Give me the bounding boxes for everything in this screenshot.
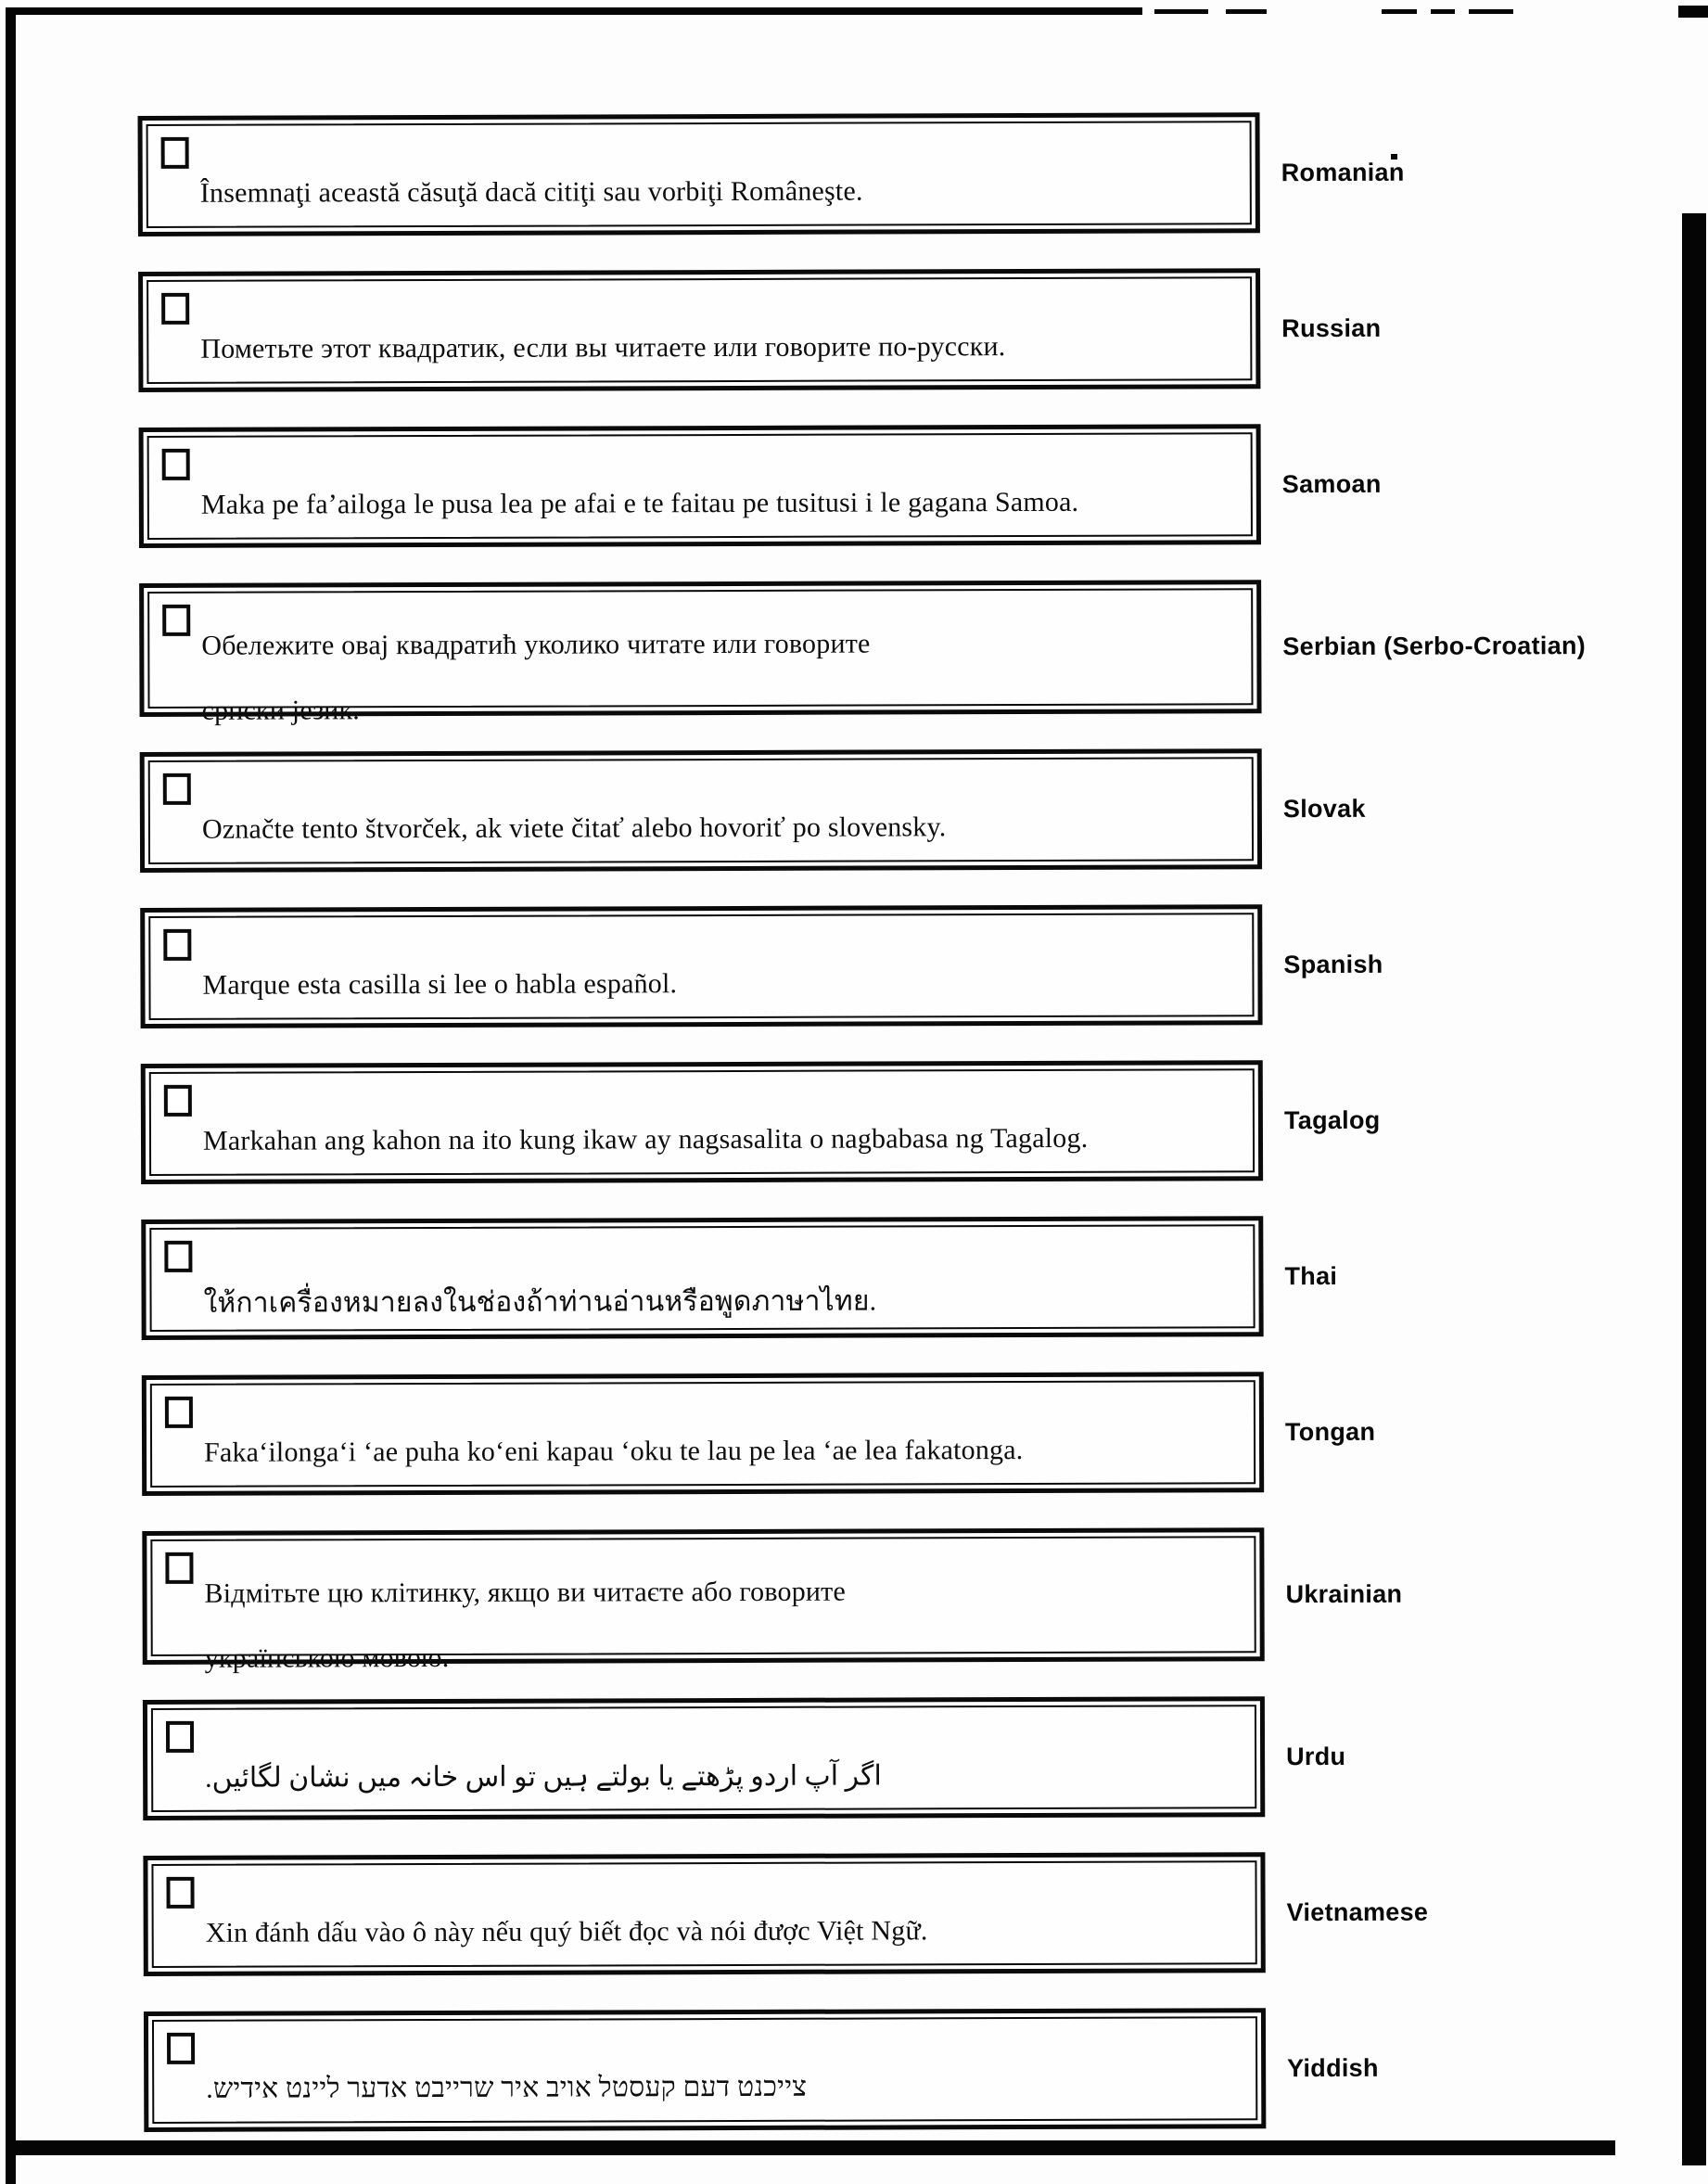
language-label-thai: Thai [1284, 1261, 1338, 1290]
language-label-tagalog: Tagalog [1283, 1105, 1381, 1134]
language-row-serbian [139, 579, 1587, 726]
language-label-urdu: Urdu [1286, 1742, 1346, 1770]
scan-dash [1382, 9, 1417, 14]
language-row-russian [138, 267, 1585, 392]
instruction-line: српски језик. [201, 695, 361, 726]
language-box-samoan [139, 424, 1261, 548]
language-box-vietnamese [143, 1852, 1265, 1976]
instruction-line: צייכנט דעם קעסטל אויב איר שרייבט אדער ליינט אידיש. [206, 2071, 808, 2104]
instruction-text-tongan [152, 1382, 1244, 1486]
scan-dash [1154, 9, 1208, 14]
language-label-russian: Russian [1281, 313, 1382, 342]
language-checklist [138, 111, 1591, 2167]
language-box-spanish [140, 904, 1262, 1028]
instruction-text-urdu [153, 1706, 1245, 1810]
language-label-samoan: Samoan [1281, 469, 1382, 498]
language-label-tongan: Tongan [1284, 1417, 1376, 1446]
instruction-line: Marque esta casilla si lee o habla español. [202, 968, 678, 1001]
instruction-text-samoan [149, 434, 1242, 538]
instruction-text-serbian [149, 590, 1242, 726]
instruction-line: Пометьте этот квадратик, если вы читаете или говорите по-русски. [200, 331, 1006, 364]
instruction-text-thai [151, 1226, 1243, 1330]
page-border-left [6, 7, 16, 2184]
language-label-spanish: Spanish [1283, 950, 1383, 978]
language-row-vietnamese [143, 1851, 1589, 1976]
page-border-right [1682, 213, 1706, 2165]
language-row-romanian [138, 111, 1585, 236]
instruction-text-yiddish [154, 2018, 1246, 2122]
instruction-text-spanish [150, 914, 1243, 1018]
language-box-serbian [139, 580, 1261, 726]
language-box-romanian [138, 112, 1260, 236]
language-row-samoan [139, 423, 1586, 548]
language-row-urdu [143, 1695, 1589, 1820]
language-label-vietnamese: Vietnamese [1286, 1897, 1429, 1926]
language-box-inner-vietnamese [151, 1860, 1256, 1968]
instruction-line: українською мовою. [204, 1641, 450, 1674]
instruction-line: Xin đánh dấu vào ô này nếu quý biết đọc và nói được Việt Ngữ. [205, 1915, 928, 1948]
language-box-slovak [140, 748, 1262, 873]
language-label-ukrainian: Ukrainian [1285, 1579, 1403, 1608]
instruction-line: Označte tento štvorček, ak viete čitať alebo hovoriť po slovensky. [201, 811, 947, 845]
language-box-inner-urdu [151, 1705, 1256, 1812]
language-box-yiddish [144, 2008, 1266, 2132]
instruction-text-russian [148, 278, 1241, 382]
language-box-inner-spanish [148, 913, 1254, 1020]
language-label-romanian: Romanian [1281, 158, 1405, 186]
instruction-text-tagalog [151, 1070, 1243, 1174]
language-row-yiddish [144, 2007, 1590, 2132]
instruction-line: Faka‘ilonga‘i ‘ae puha ko‘eni kapau ‘oku te lau pe lea ‘ae lea fakatonga. [204, 1435, 1024, 1468]
language-box-inner-slovak [148, 757, 1254, 864]
language-box-inner-romanian [147, 121, 1252, 228]
scan-dash [1469, 9, 1513, 14]
language-box-inner-yiddish [152, 2016, 1257, 2124]
language-box-inner-tagalog [149, 1068, 1255, 1176]
language-box-ukrainian [142, 1527, 1264, 1674]
instruction-line: Відмітьте цю клітинку, якщо ви читаєте або говорите [204, 1576, 847, 1609]
instruction-text-ukrainian [152, 1538, 1244, 1674]
instruction-line: ให้กาเครื่องหมายลงในช่องถ้าท่านอ่านหรือพูดภาษาไทย. [203, 1285, 877, 1319]
instruction-line: Обележите овај квадратић уколико читате или говорите [201, 628, 871, 661]
language-row-ukrainian [142, 1526, 1588, 1674]
scan-dash [1431, 9, 1455, 14]
language-box-tagalog [141, 1060, 1263, 1184]
language-label-yiddish: Yiddish [1287, 2053, 1379, 2082]
instruction-text-vietnamese [153, 1862, 1245, 1966]
language-box-inner-tongan [150, 1380, 1256, 1488]
language-box-thai [141, 1216, 1263, 1340]
instruction-line: Însemnaţi această căsuţă dacă citiţi sau vorbiţi Româneşte. [199, 175, 863, 209]
language-box-inner-thai [149, 1224, 1255, 1332]
language-row-thai [141, 1215, 1587, 1340]
instruction-line: Maka pe fa’ailoga le pusa lea pe afai e te faitau pe tusitusi i le gagana Samoa. [200, 486, 1079, 520]
language-box-urdu [143, 1696, 1265, 1820]
language-box-inner-samoan [147, 432, 1253, 540]
instruction-line: Markahan ang kahon na ito kung ikaw ay nagsasalita o nagbabasa ng Tagalog. [202, 1122, 1089, 1156]
instruction-text-slovak [150, 759, 1243, 862]
instruction-line: اگر آپ اردو پڑھتے یا بولتے ہیں تو اس خانہ میں نشان لگائیں. [205, 1760, 882, 1794]
language-label-slovak: Slovak [1282, 794, 1366, 823]
language-box-inner-ukrainian [150, 1536, 1256, 1674]
language-row-tongan [142, 1371, 1588, 1496]
page-border-top [6, 7, 1142, 15]
language-box-inner-russian [147, 276, 1252, 384]
scan-dash [1678, 6, 1708, 18]
language-box-russian [138, 268, 1260, 392]
language-box-inner-serbian [147, 588, 1253, 726]
language-label-serbian: Serbian (Serbo-Croatian) [1282, 631, 1587, 660]
scan-dash [1226, 9, 1267, 14]
language-row-tagalog [141, 1059, 1587, 1184]
language-row-slovak [140, 747, 1587, 873]
language-box-tongan [142, 1372, 1264, 1496]
language-row-spanish [140, 903, 1587, 1028]
instruction-text-romanian [148, 122, 1241, 226]
